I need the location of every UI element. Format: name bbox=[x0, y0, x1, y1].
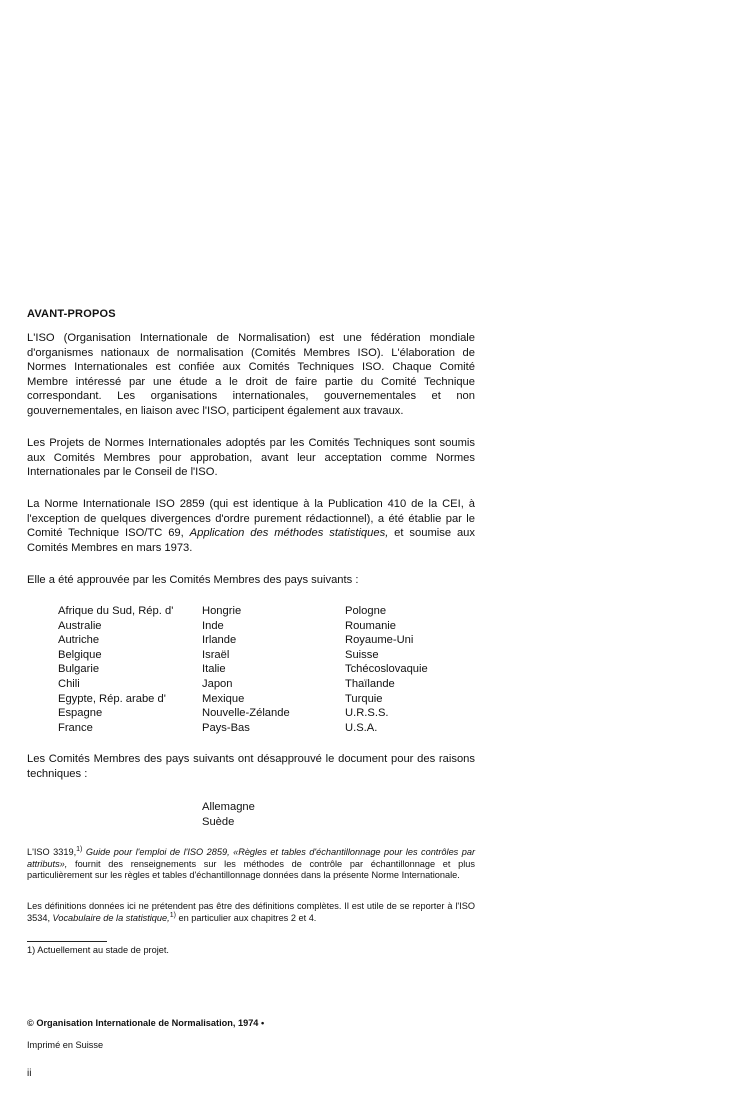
approved-intro: Elle a été approuvée par les Comités Membres des pays suivants : bbox=[27, 574, 359, 586]
approved-country: Australie bbox=[58, 619, 102, 632]
disapproved-intro: Les Comités Membres des pays suivants ont désapprouvé le document pour des raisons techniques : bbox=[27, 753, 475, 780]
committee-title: Application des méthodes statistiques, bbox=[189, 527, 389, 540]
page-number: ii bbox=[27, 1068, 32, 1079]
approved-country: U.R.S.S. bbox=[345, 707, 389, 720]
approved-country: Suisse bbox=[345, 648, 379, 661]
note2-vocab-title: Vocabulaire de la statistique, bbox=[52, 912, 170, 923]
note2-end: en particulier aux chapitres 2 et 4. bbox=[175, 912, 317, 923]
approved-country: Turquie bbox=[345, 692, 383, 705]
approved-countries-column-1 bbox=[58, 604, 173, 735]
printed-in: Imprimé en Suisse bbox=[27, 1040, 104, 1050]
approved-countries-table bbox=[58, 604, 478, 739]
note1-guide-title: Guide pour l'emploi de l'ISO 2859, «Règles et tables d'échantillonnage pour les contrôles par attributs», bbox=[27, 847, 476, 869]
approved-country: U.S.A. bbox=[345, 721, 378, 734]
approved-country: Afrique du Sud, Rép. d' bbox=[58, 605, 174, 617]
approved-country: Egypte, Rép. arabe d' bbox=[58, 692, 166, 705]
approved-country: Royaume-Uni bbox=[345, 634, 414, 647]
disapproved-country: Allemagne bbox=[202, 801, 255, 813]
paragraph-approval-process: Les Projets de Normes Internationales adoptés par les Comités Techniques sont soumis aux Comités Membres pour approbation, avant leur acceptation comme Normes Internationales par le Conseil de l'ISO. bbox=[27, 437, 475, 479]
approved-country: Bulgarie bbox=[58, 663, 100, 676]
note2-start: Les définitions données ici ne prétendent pas être des définitions complètes. Il est utile de se reporter à l'ISO 3534, bbox=[27, 901, 475, 923]
approved-country: Hongrie bbox=[202, 605, 242, 617]
footnote: 1) Actuellement au stade de projet. bbox=[27, 945, 169, 955]
paragraph-iso-intro: L'ISO (Organisation Internationale de Normalisation) est une fédération mondiale d'organismes nationaux de normalisation (Comités Membres ISO). L'élaboration de Normes Internationales est confiée aux Comités Techniques ISO. Chaque Comité Membre intéressé par une étude a le droit de faire partie du Comité Technique correspondant. Les organisations internationales, gouvernementales et non gouvernementales, en liaison avec l'ISO, participent également aux travaux. bbox=[27, 332, 475, 417]
approved-country: Pays-Bas bbox=[202, 721, 250, 734]
approved-country: Roumanie bbox=[345, 619, 396, 632]
approved-country: Tchécoslovaquie bbox=[345, 663, 428, 676]
approved-country: Inde bbox=[202, 619, 224, 632]
approved-country: Mexique bbox=[202, 692, 245, 705]
footnote-ref: 1) bbox=[76, 845, 83, 853]
approved-country: Nouvelle-Zélande bbox=[202, 707, 290, 720]
approved-country: Italie bbox=[202, 663, 226, 676]
note-definitions bbox=[27, 901, 475, 924]
approved-country: France bbox=[58, 721, 93, 734]
approved-country: Israël bbox=[202, 648, 230, 661]
paragraph-standard-origin bbox=[27, 497, 475, 555]
standard-origin-end: et soumise aux Comités Membres en mars 1973. bbox=[27, 527, 475, 554]
approved-countries-column-2 bbox=[202, 604, 290, 735]
footnote-divider bbox=[27, 941, 107, 942]
approved-country: Espagne bbox=[58, 707, 103, 720]
approved-country: Irlande bbox=[202, 634, 237, 647]
approved-country: Thaïlande bbox=[345, 677, 395, 690]
copyright-notice: © Organisation Internationale de Normalisation, 1974 • bbox=[27, 1018, 265, 1028]
approved-country: Japon bbox=[202, 677, 233, 690]
approved-country: Chili bbox=[58, 677, 80, 690]
note1-start: L'ISO 3319, bbox=[27, 847, 77, 857]
disapproved-country: Suède bbox=[202, 815, 235, 828]
approved-country: Pologne bbox=[345, 605, 387, 617]
note1-end: fournit des renseignements sur les méthodes de contrôle par échantillonnage et plus particulièrement sur les règles et tables d'échantillonnage données dans la présente Norme Internationale. bbox=[27, 858, 475, 881]
approved-countries-column-3 bbox=[345, 604, 428, 735]
note-iso-3319 bbox=[27, 847, 475, 882]
approved-country: Belgique bbox=[58, 648, 102, 661]
page-title: AVANT-PROPOS bbox=[27, 308, 116, 320]
standard-origin-text: La Norme Internationale ISO 2859 (qui est identique à la Publication 410 de la CEI, à l'exception de quelques divergences d'ordre purement rédactionnel), a été établie par le Comité Technique ISO/TC 69, bbox=[27, 498, 475, 540]
footnote-ref: 1) bbox=[169, 911, 176, 919]
approved-country: Autriche bbox=[58, 634, 100, 647]
disapproved-countries-list bbox=[202, 800, 255, 829]
